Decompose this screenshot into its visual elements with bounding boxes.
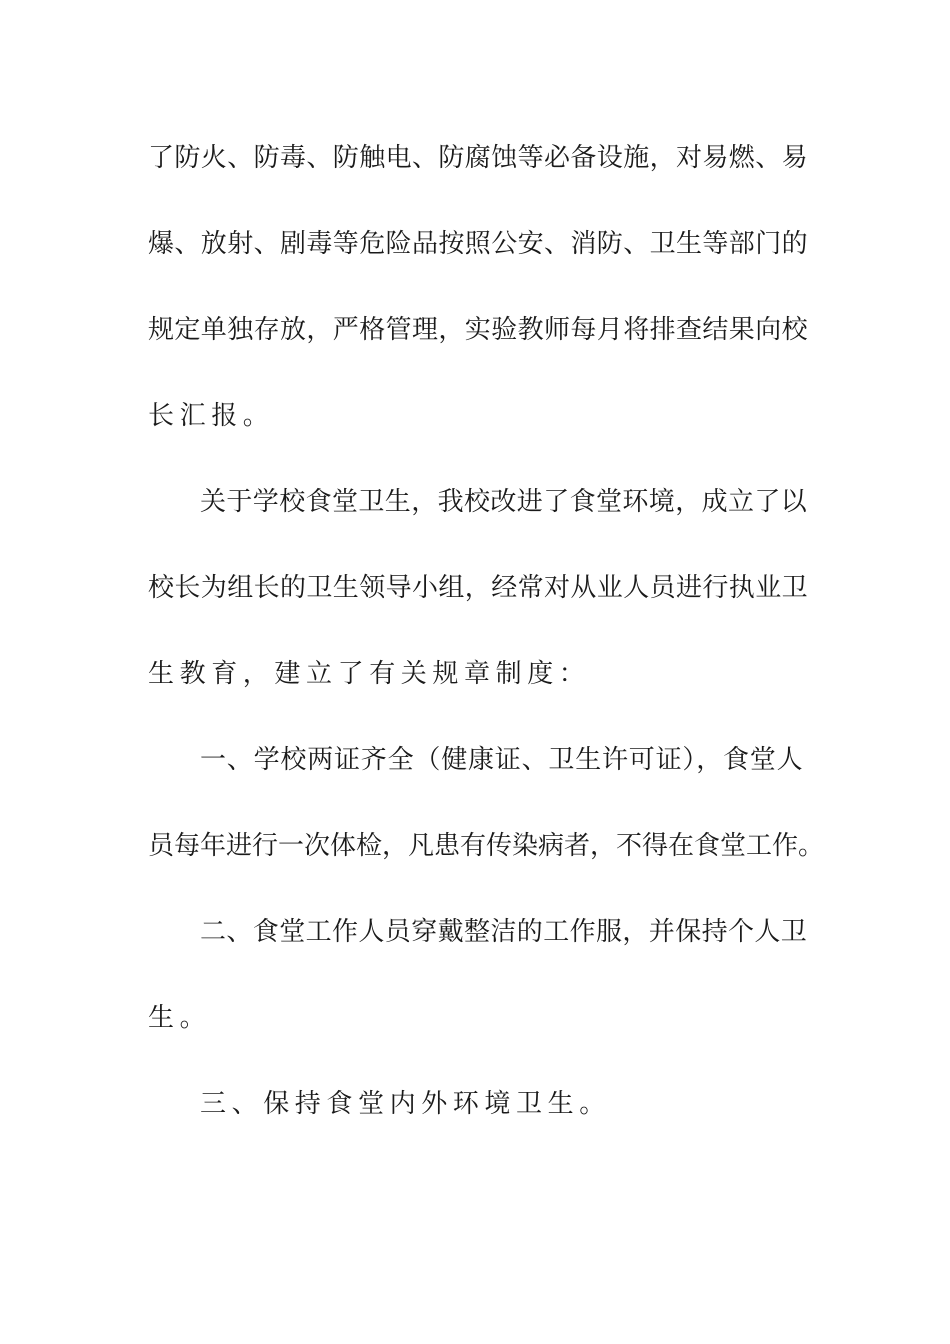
paragraph-line: 一、学校两证齐全（健康证、卫生许可证），食堂人 bbox=[200, 745, 804, 775]
paragraph-line: 三、保持食堂内外环境卫生。 bbox=[200, 1089, 611, 1119]
paragraph-line: 生。 bbox=[148, 1003, 212, 1033]
paragraph-line: 长汇报。 bbox=[148, 401, 275, 431]
paragraph-line: 了防火、防毒、防触电、防腐蚀等必备设施，对易燃、易 bbox=[148, 143, 809, 173]
paragraph-line: 规定单独存放，严格管理，实验教师每月将排查结果向校 bbox=[148, 315, 809, 345]
paragraph-line: 校长为组长的卫生领导小组，经常对从业人员进行执业卫 bbox=[148, 573, 809, 603]
paragraph-line: 关于学校食堂卫生，我校改进了食堂环境，成立了以 bbox=[200, 487, 808, 517]
paragraph-line: 员每年进行一次体检，凡患有传染病者，不得在食堂工作。 bbox=[148, 831, 825, 861]
paragraph-line: 爆、放射、剧毒等危险品按照公安、消防、卫生等部门的 bbox=[148, 229, 809, 259]
paragraph-line: 生教育，建立了有关规章制度： bbox=[148, 659, 591, 689]
paragraph-line: 二、食堂工作人员穿戴整洁的工作服，并保持个人卫 bbox=[200, 917, 808, 947]
